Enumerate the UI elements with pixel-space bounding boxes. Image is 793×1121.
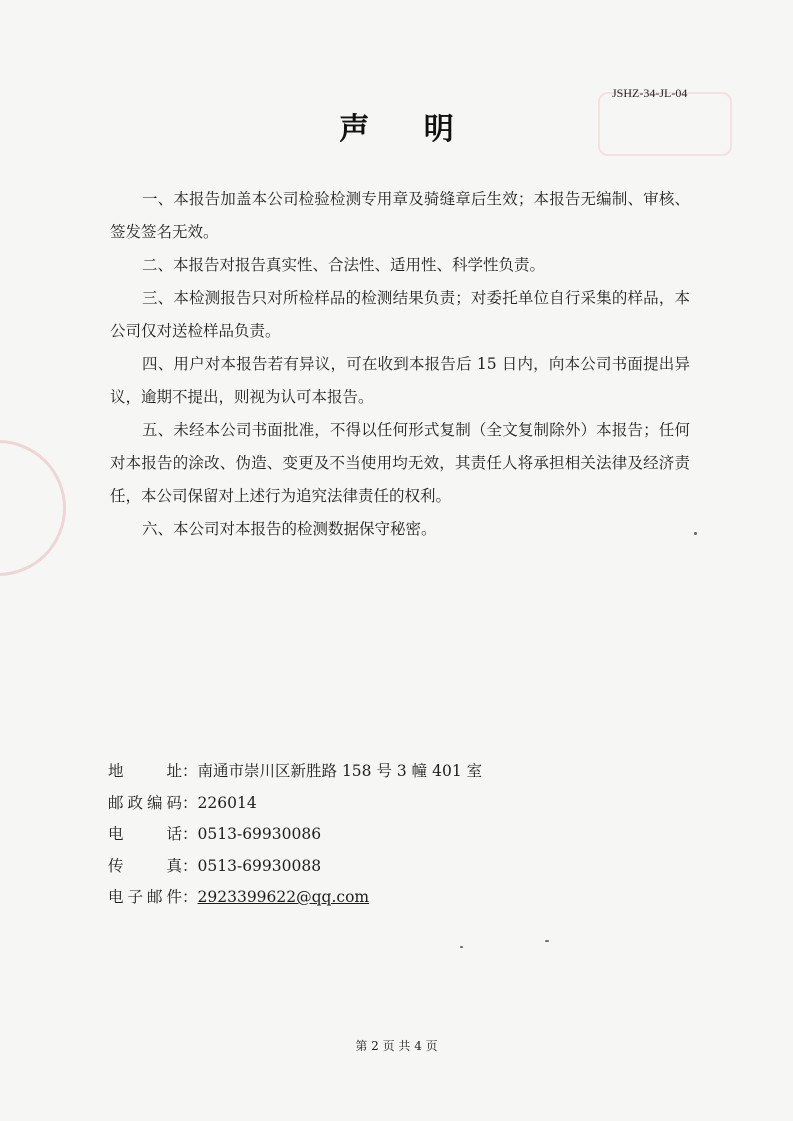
phone-row [108,819,668,851]
email-link[interactable]: 2923399622@qq.com [197,888,370,906]
page-number: 第 2 页 共 4 页 [355,1039,438,1053]
address-value: 南通市崇川区新胜路 158 号 3 幢 401 室 [197,762,483,780]
address-label: 地址 [108,762,182,780]
clause-4: 四、用户对本报告若有异议，可在收到本报告后 15 日内，向本公司书面提出异议，逾期不提出，则视为认可本报告。 [110,355,690,406]
page-title: 声 明 [339,112,476,147]
address-row [108,756,668,788]
postcode-row [108,788,668,820]
postcode-value: 226014 [197,793,257,812]
email-label: 电子邮件 [108,888,182,906]
email-separator: ： [182,888,198,906]
scan-speck [694,532,697,535]
phone-separator: ： [182,825,198,843]
clause-1: 一、本报告加盖本公司检验检测专用章及骑缝章后生效；本报告无编制、审核、签发签名无效。 [110,190,690,241]
scan-speck [545,940,549,942]
postcode-separator: ： [182,793,198,812]
fax-row [108,851,668,883]
clause-5: 五、未经本公司书面批准，不得以任何形式复制（全文复制除外）本报告；任何对本报告的涂改、伪造、变更及不当使用均无效，其责任人将承担相关法律及经济责任，本公司保留对上述行为追究法律责任的权利。 [110,421,690,505]
phone-value: 0513-69930086 [197,825,322,843]
scan-speck [460,946,463,948]
fax-label: 传真 [108,856,182,875]
postcode-label: 邮政编码 [108,793,182,812]
fax-separator: ： [182,856,198,875]
contact-info [108,756,668,914]
email-row [108,882,668,914]
clause-3: 三、本检测报告只对所检样品的检测结果负责；对委托单位自行采集的样品，本公司仅对送检样品负责。 [110,289,690,340]
clause-6: 六、本公司对本报告的检测数据保守秘密。 [142,520,437,538]
declaration-clauses [110,183,690,546]
document-code: JSHZ-34-JL-04 [612,86,688,100]
fax-value: 0513-69930088 [197,856,322,875]
clause-2: 二、本报告对报告真实性、合法性、适用性、科学性负责。 [142,256,546,274]
red-seal-stamp [0,440,66,576]
phone-label: 电话 [108,825,182,843]
address-separator: ： [182,762,198,780]
